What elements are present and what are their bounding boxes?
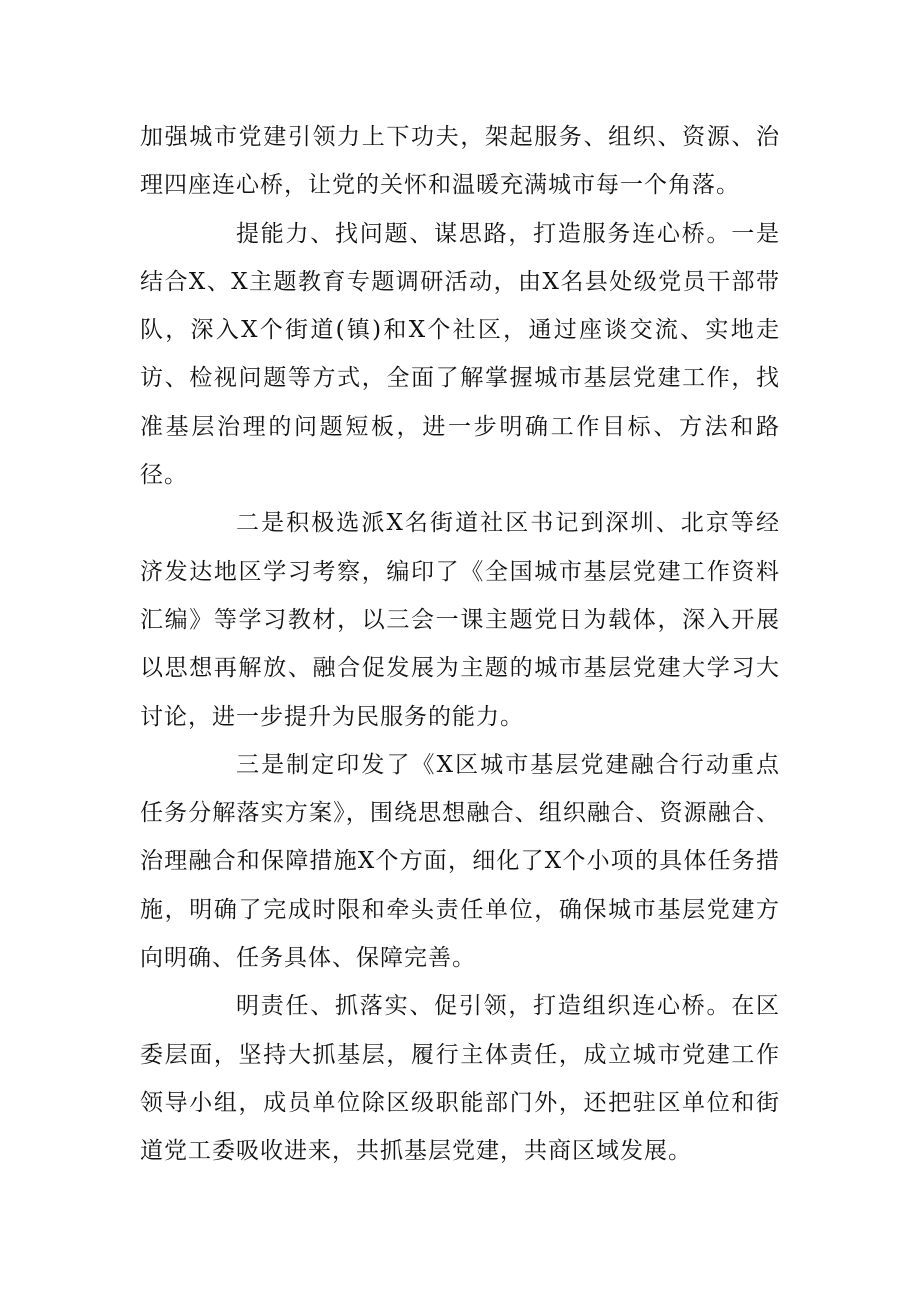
paragraph-implementation-plan: 三是制定印发了《X区城市基层党建融合行动重点任务分解落实方案》，围绕思想融合、组织融合、资源融合、治理融合和保障措施X个方面，细化了X个小项的具体任务措施，明确了完成时限和牵头责任单位，确保城市基层党建方向明确、任务具体、保障完善。 [140,751,780,972]
paragraph-organization-bridge: 明责任、抓落实、促引领，打造组织连心桥。在区委层面，坚持大抓基层，履行主体责任，成立城市党建工作领导小组，成员单位除区级职能部门外，还把驻区单位和街道党工委吸收进来，共抓基层党建，共商区域发展。 [140,993,780,1165]
paragraph-continuation: 加强城市党建引领力上下功夫，架起服务、组织、资源、治理四座连心桥，让党的关怀和温暖充满城市每一个角落。 [140,124,780,199]
paragraph-service-bridge: 提能力、找问题、谋思路，打造服务连心桥。一是结合X、X主题教育专题调研活动，由X名县处级党员干部带队，深入X个街道(镇)和X个社区，通过座谈交流、实地走访、检视问题等方式，全面了解掌握城市基层党建工作，找准基层治理的问题短板，进一步明确工作目标、方法和路径。 [140,220,780,489]
paragraph-study-visit: 二是积极选派X名街道社区书记到深圳、北京等经济发达地区学习考察，编印了《全国城市基层党建工作资料汇编》等学习教材，以三会一课主题党日为载体，深入开展以思想再解放、融合促发展为主题的城市基层党建大学习大讨论，进一步提升为民服务的能力。 [140,510,780,730]
